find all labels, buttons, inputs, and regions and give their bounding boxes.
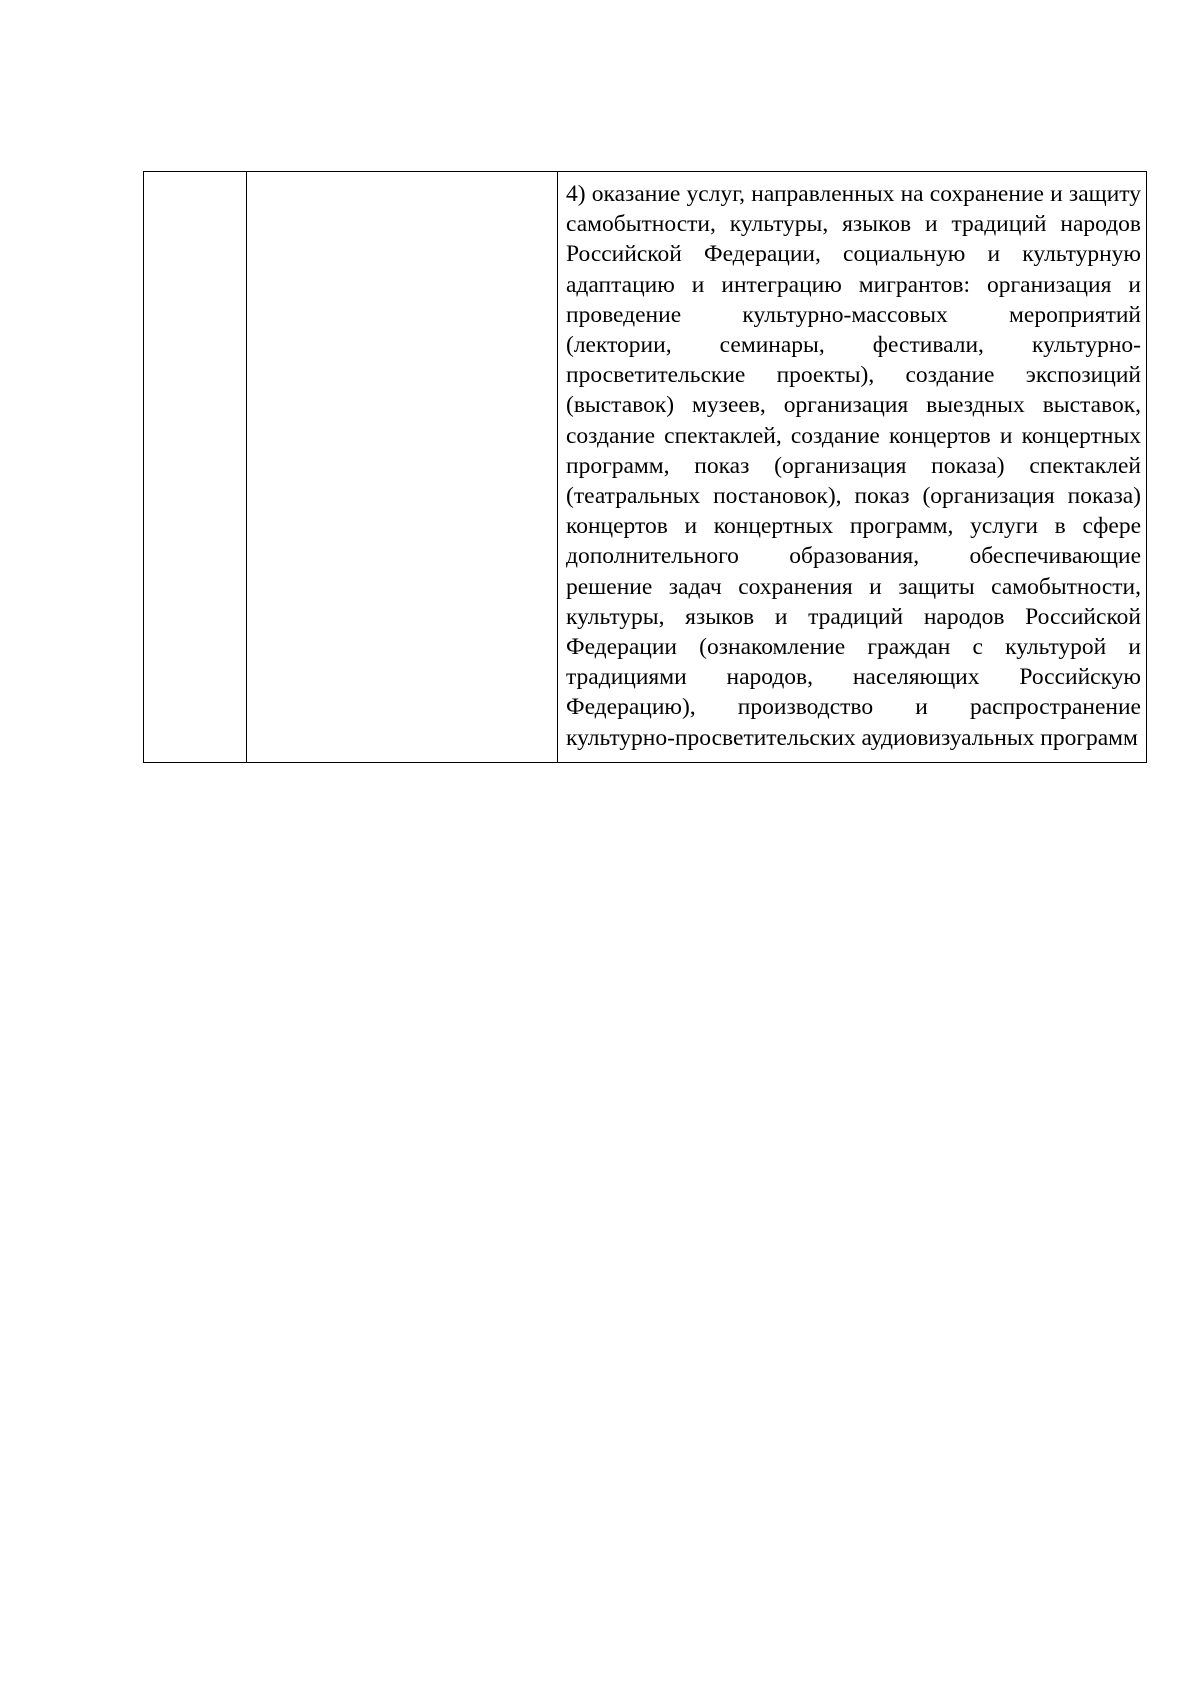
table-cell-description <box>558 172 1147 763</box>
table-cell-name <box>247 172 558 763</box>
service-description-text: 4) оказание услуг, направленных на сохранение и защиту самобытности, культуры, языков и традиций народов Российской Федерации, социальную и культурную адаптацию и интеграцию мигрантов: организация и проведение культурно-массовых мероприятий (лектории, семинары, фестивали, культурно-просветительские проекты), создание экспозиций (выставок) музеев, организация выездных выставок, создание спектаклей, создание концертов и концертных программ, показ (организация показа) спектаклей (театральных постановок), показ (организация показа) концертов и концертных программ, услуги в сфере дополнительного образования, обеспечивающие решение задач сохранения и защиты самобытности, культуры, языков и традиций народов Российской Федерации (ознакомление граждан с культурой и традициями народов, населяющих Российскую Федерацию), производство и распространение культурно-просветительских аудиовизуальных программ <box>566 181 1141 751</box>
table-cell-number <box>144 172 247 763</box>
document-table <box>143 171 1147 763</box>
table-row <box>144 172 1147 763</box>
